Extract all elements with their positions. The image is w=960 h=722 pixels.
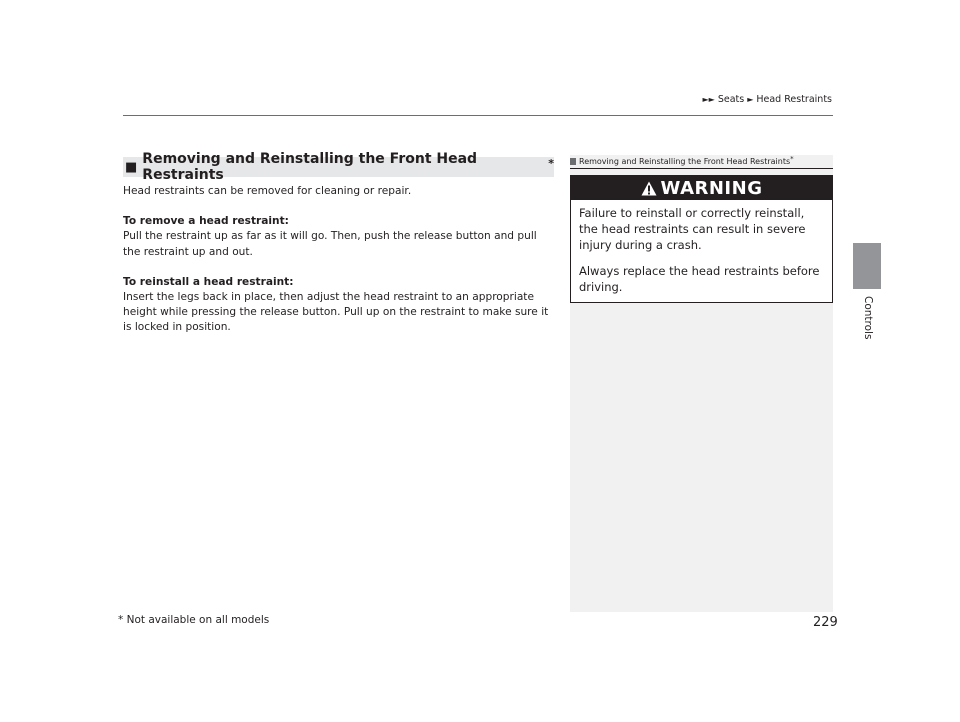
square-bullet-icon: ■ [125,159,138,175]
sidebar-reference-asterisk: * [790,154,794,163]
warning-triangle-icon [641,181,657,196]
sidebar-divider [570,168,833,169]
header-divider [123,115,833,116]
sidebar-reference [570,154,794,166]
warning-label: WARNING [660,177,763,199]
section-asterisk: * [548,156,554,170]
intro-paragraph: Head restraints can be removed for cleaning or repair. [123,185,412,197]
breadcrumb-seats[interactable]: Seats [717,94,745,105]
body-text [123,184,555,336]
remove-paragraph: Pull the restraint up as far as it will go. Then, push the release button and pull the restraint up and out. [123,230,537,258]
arrow-right-icon: ►► [702,95,715,104]
reference-marker-icon [570,158,576,165]
chapter-tab-label: Controls [862,296,874,340]
chapter-tab[interactable] [853,243,881,289]
section-heading [123,151,554,183]
arrow-right-icon: ► [747,95,754,104]
warning-box [570,175,833,303]
reinstall-paragraph: Insert the legs back in place, then adjust the head restraint to an appropriate height while pressing the release button. Pull up on the restraint to make sure it is locked in position. [123,291,549,334]
warning-body [571,200,832,295]
footnote: * Not available on all models [118,614,270,626]
sidebar-reference-title: Removing and Reinstalling the Front Head Restraints [579,157,791,166]
page-number: 229 [813,615,838,630]
remove-heading: To remove a head restraint: [123,215,289,228]
warning-text-1: Failure to reinstall or correctly reinstall, the head restraints can result in severe injury during a crash. [579,206,806,252]
breadcrumb-head-restraints[interactable]: Head Restraints [756,94,832,105]
section-title: Removing and Reinstalling the Front Head Restraints [142,151,478,183]
warning-header [571,176,832,200]
warning-text-2: Always replace the head restraints before driving. [579,264,820,294]
reinstall-heading: To reinstall a head restraint: [123,275,294,288]
breadcrumb [703,94,832,105]
